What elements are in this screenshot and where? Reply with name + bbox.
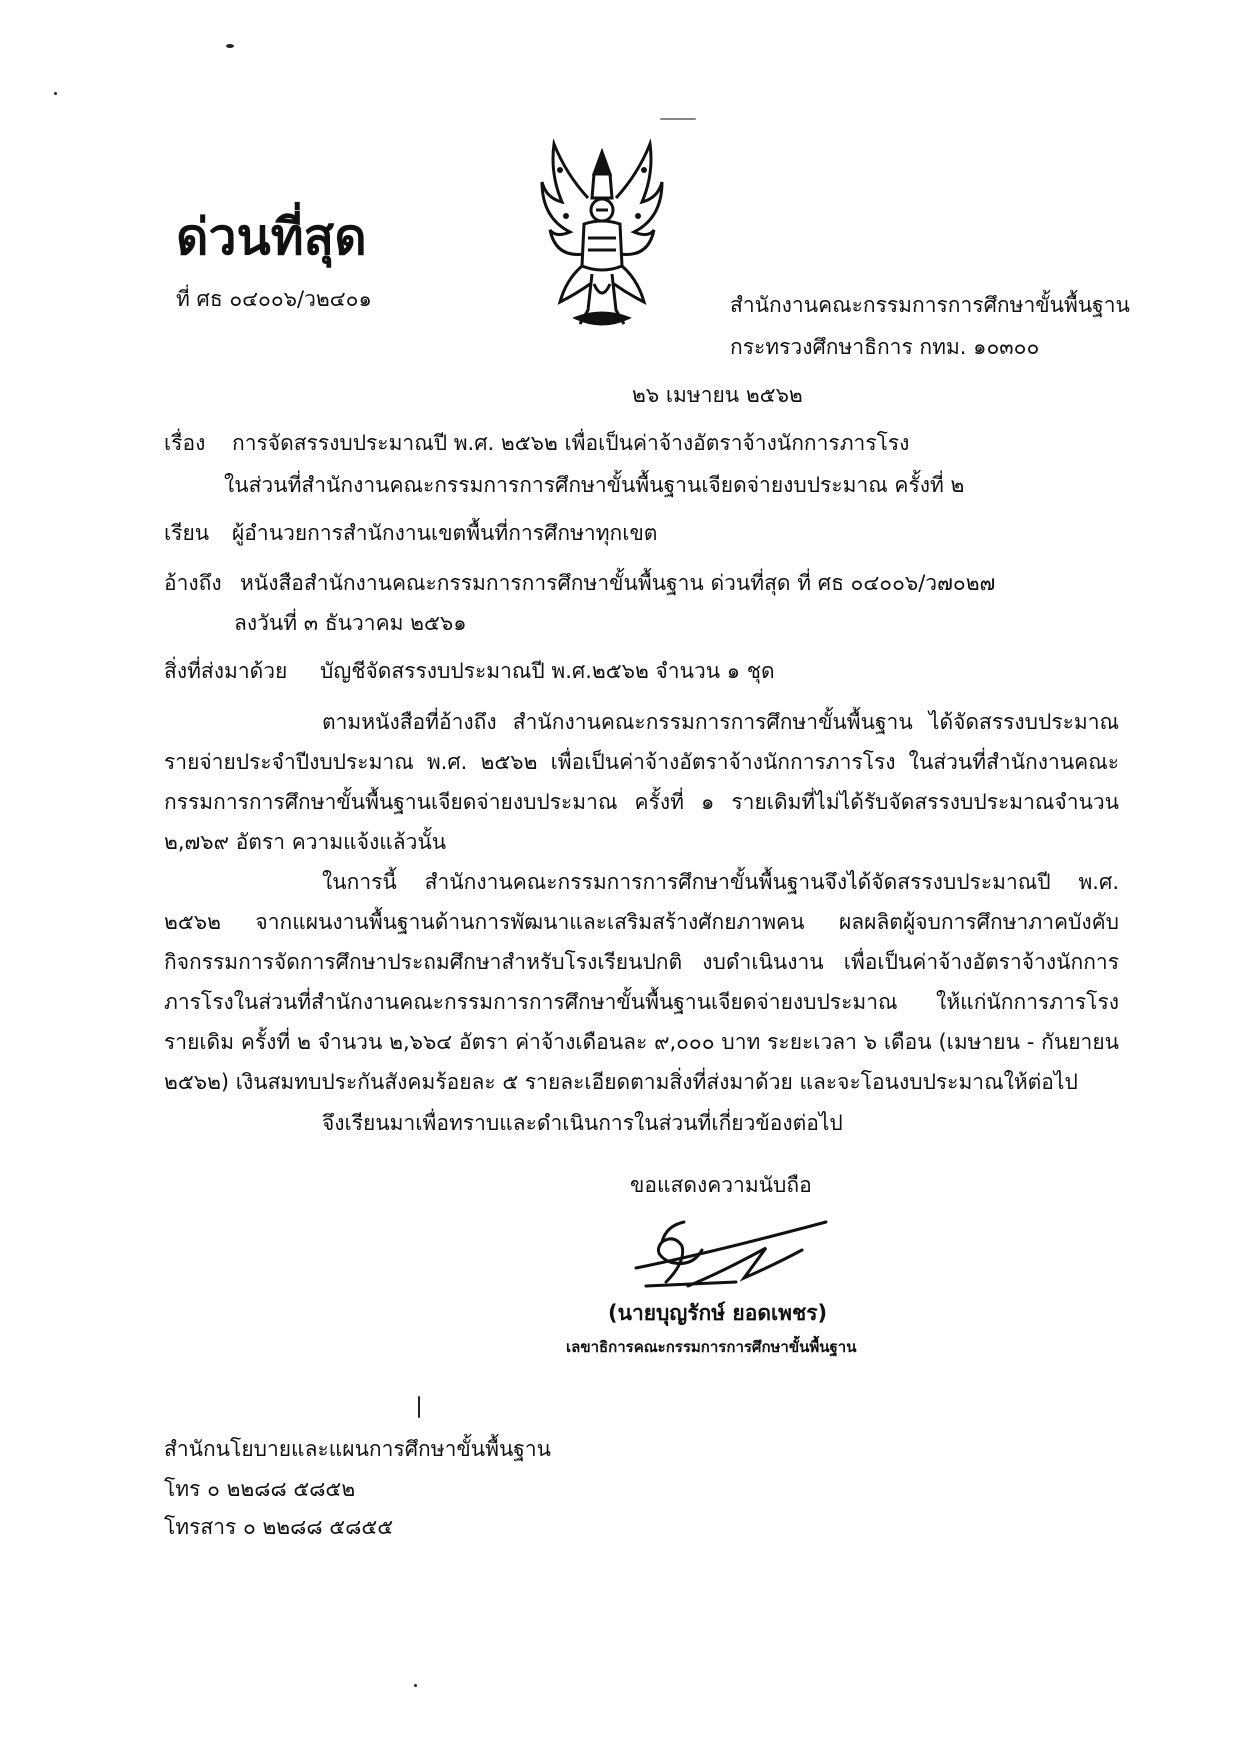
complimentary-close: ขอแสดงความนับถือ	[630, 1173, 812, 1197]
footer-telephone: โทร ๐ ๒๒๘๘ ๕๘๕๒	[164, 1477, 356, 1501]
scan-speck	[54, 92, 57, 95]
sender-organization: สำนักงานคณะกรรมการการศึกษาขั้นพื้นฐาน	[730, 293, 1130, 317]
reference-label: อ้างถึง	[164, 571, 222, 595]
signatory-position: เลขาธิการคณะกรรมการการศึกษาขั้นพื้นฐาน	[566, 1338, 857, 1356]
signatory-name: (นายบุญรักษ์ ยอดเพชร)	[608, 1301, 828, 1325]
scan-speck	[418, 1396, 420, 1418]
closing-sentence: จึงเรียนมาเพื่อทราบและดำเนินการในส่วนที่เกี่ยวข้องต่อไป	[322, 1111, 843, 1135]
scan-speck	[226, 44, 234, 48]
letter-date: ๒๖ เมษายน ๒๕๖๒	[632, 383, 803, 407]
scan-speck	[414, 1684, 417, 1687]
subject-line-2: ในส่วนที่สำนักงานคณะกรรมการการศึกษาขั้นพื้นฐานเจียดจ่ายงบประมาณ ครั้งที่ ๒	[224, 473, 965, 497]
enclosure-text: บัญชีจัดสรรงบประมาณปี พ.ศ.๒๕๖๒ จำนวน ๑ ชุด	[320, 659, 775, 683]
scan-speck	[660, 118, 696, 120]
garuda-emblem-icon	[536, 134, 668, 332]
reference-number: ที่ ศธ ๐๔๐๐๖/ว๒๔๐๑	[176, 287, 372, 311]
reference-line-1: หนังสือสำนักงานคณะกรรมการการศึกษาขั้นพื้นฐาน ด่วนที่สุด ที่ ศธ ๐๔๐๐๖/ว๗๐๒๗	[240, 571, 996, 595]
footer-fax: โทรสาร ๐ ๒๒๘๘ ๕๘๕๕	[164, 1515, 394, 1539]
recipient: ผู้อำนวยการสำนักงานเขตพื้นที่การศึกษาทุกเขต	[232, 521, 658, 545]
subject-line-1: การจัดสรรงบประมาณปี พ.ศ. ๒๕๖๒ เพื่อเป็นค่าจ้างอัตราจ้างนักการภารโรง	[232, 431, 910, 455]
body-paragraph-2: ในการนี้ สำนักงานคณะกรรมการการศึกษาขั้นพื้นฐานจึงได้จัดสรรงบประมาณปี พ.ศ. ๒๕๖๒ จากแผนงานพื้นฐานด้านการพัฒนาและเสริมสร้างศักยภาพคน ผลผลิตผู้จบการศึกษาภาคบังคับ กิจกรรมการจัดการศึกษาประถมศึกษาสำหรับโรงเรียนปกติ งบดำเนินงาน เพื่อเป็นค่าจ้างอัตราจ้างนักการภารโรงในส่วนที่สำนักงานคณะกรรมการการศึกษาขั้นพื้นฐานเจียดจ่ายงบประมาณ ให้แก่นักการภารโรงรายเดิม ครั้งที่ ๒ จำนวน ๒,๖๖๔ อัตรา ค่าจ้างเดือนละ ๙,๐๐๐ บาท ระยะเวลา ๖ เดือน (เมษายน - กันยายน ๒๕๖๒) เงินสมทบประกันสังคมร้อยละ ๕ รายละเอียดตามสิ่งที่ส่งมาด้วย และจะโอนงบประมาณให้ต่อไป	[164, 870, 1119, 1094]
body-paragraph-1: ตามหนังสือที่อ้างถึง สำนักงานคณะกรรมการการศึกษาขั้นพื้นฐาน ได้จัดสรรงบประมาณรายจ่ายประจำปีงบประมาณ พ.ศ. ๒๕๖๒ เพื่อเป็นค่าจ้างอัตราจ้างนักการภารโรง ในส่วนที่สำนักงานคณะกรรมการการศึกษาขั้นพื้นฐานเจียดจ่ายงบประมาณ ครั้งที่ ๑ รายเดิมที่ไม่ได้รับจัดสรรงบประมาณจำนวน ๒,๗๖๙ อัตรา ความแจ้งแล้วนั้น	[164, 710, 1119, 854]
sender-address: กระทรวงศึกษาธิการ กทม. ๑๐๓๐๐	[730, 335, 1040, 359]
footer-office: สำนักนโยบายและแผนการศึกษาขั้นพื้นฐาน	[164, 1437, 552, 1461]
to-label: เรียน	[164, 521, 210, 545]
urgency-heading: ด่วนที่สุด	[176, 208, 367, 266]
handwritten-signature	[626, 1202, 836, 1294]
subject-label: เรื่อง	[164, 431, 206, 455]
reference-line-2: ลงวันที่ ๓ ธันวาคม ๒๕๖๑	[234, 611, 467, 635]
enclosure-label: สิ่งที่ส่งมาด้วย	[164, 659, 288, 683]
